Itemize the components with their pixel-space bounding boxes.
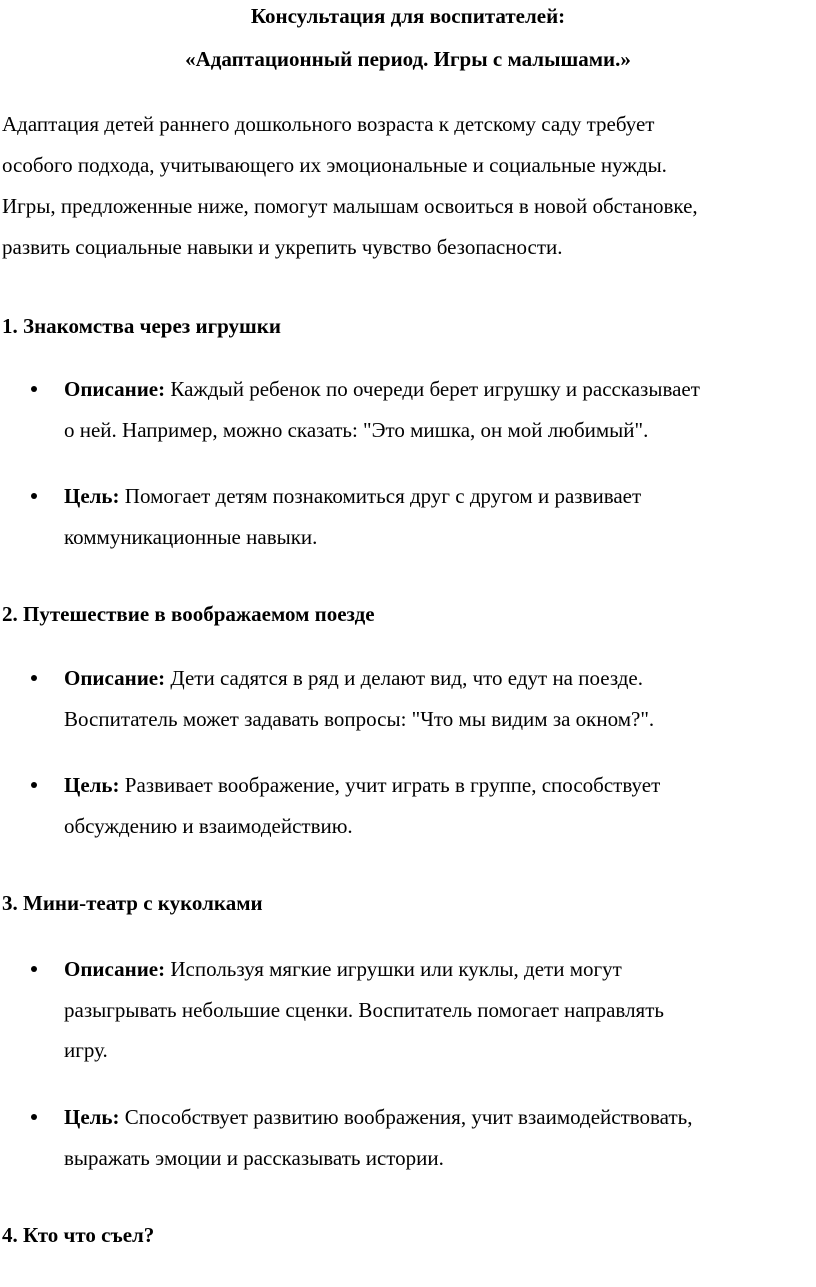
list-item-text	[64, 949, 816, 1071]
item-text: выражать эмоции и рассказывать истории.	[64, 1145, 444, 1170]
item-label: Цель:	[64, 1105, 120, 1129]
section-heading: 1. Знакомства через игрушки	[2, 314, 281, 338]
list-item-text	[64, 658, 816, 739]
item-label: Описание:	[64, 666, 166, 690]
intro-line: Игры, предложенные ниже, помогут малышам освоиться в новой обстановке,	[2, 194, 698, 218]
bullet-icon	[31, 493, 37, 499]
bullet-icon	[31, 386, 37, 392]
item-text: коммуникационные навыки.	[64, 524, 318, 549]
item-text: Воспитатель может задавать вопросы: "Что мы видим за окном?".	[64, 706, 655, 731]
item-text: Способствует развитию воображения, учит взаимодействовать,	[119, 1105, 693, 1129]
item-label: Цель:	[64, 484, 120, 508]
document-title-line-1: Консультация для воспитателей:	[250, 4, 566, 28]
item-text: Каждый ребенок по очереди берет игрушку и рассказывает	[165, 377, 700, 401]
intro-line: Адаптация детей раннего дошкольного возраста к детскому саду требует	[2, 112, 655, 136]
intro-line: особого подхода, учитывающего их эмоциональные и социальные нужды.	[2, 153, 667, 177]
section-heading: 2. Путешествие в воображаемом поезде	[2, 602, 375, 626]
item-label: Описание:	[64, 377, 166, 401]
section-heading: 4. Кто что съел?	[2, 1223, 155, 1247]
item-text: Развивает воображение, учит играть в группе, способствует	[119, 773, 661, 797]
item-text: Помогает детям познакомиться друг с другом и развивает	[119, 484, 642, 508]
list-item-text	[64, 765, 816, 846]
bullet-icon	[31, 966, 37, 972]
list-item-text	[64, 476, 816, 557]
intro-line: развить социальные навыки и укрепить чувство безопасности.	[2, 235, 563, 259]
item-text: игру.	[64, 1038, 108, 1062]
bullet-icon	[31, 675, 37, 681]
item-text: обсуждению и взаимодействию.	[64, 813, 353, 838]
intro-paragraph	[2, 104, 814, 268]
item-text: Дети садятся в ряд и делают вид, что едут на поезде.	[165, 666, 643, 690]
document-title-line-2: «Адаптационный период. Игры с малышами.»	[185, 47, 631, 71]
list-item-text	[64, 369, 816, 450]
item-text: о ней. Например, можно сказать: "Это мишка, он мой любимый".	[64, 417, 649, 442]
item-text: разыгрывать небольшие сценки. Воспитатель помогает направлять	[64, 997, 664, 1022]
item-label: Цель:	[64, 773, 120, 797]
bullet-icon	[31, 1114, 37, 1120]
item-text: Используя мягкие игрушки или куклы, дети могут	[165, 957, 622, 981]
list-item-text	[64, 1097, 816, 1178]
section-heading: 3. Мини-театр с куколками	[2, 891, 263, 915]
item-label: Описание:	[64, 957, 166, 981]
bullet-icon	[31, 782, 37, 788]
